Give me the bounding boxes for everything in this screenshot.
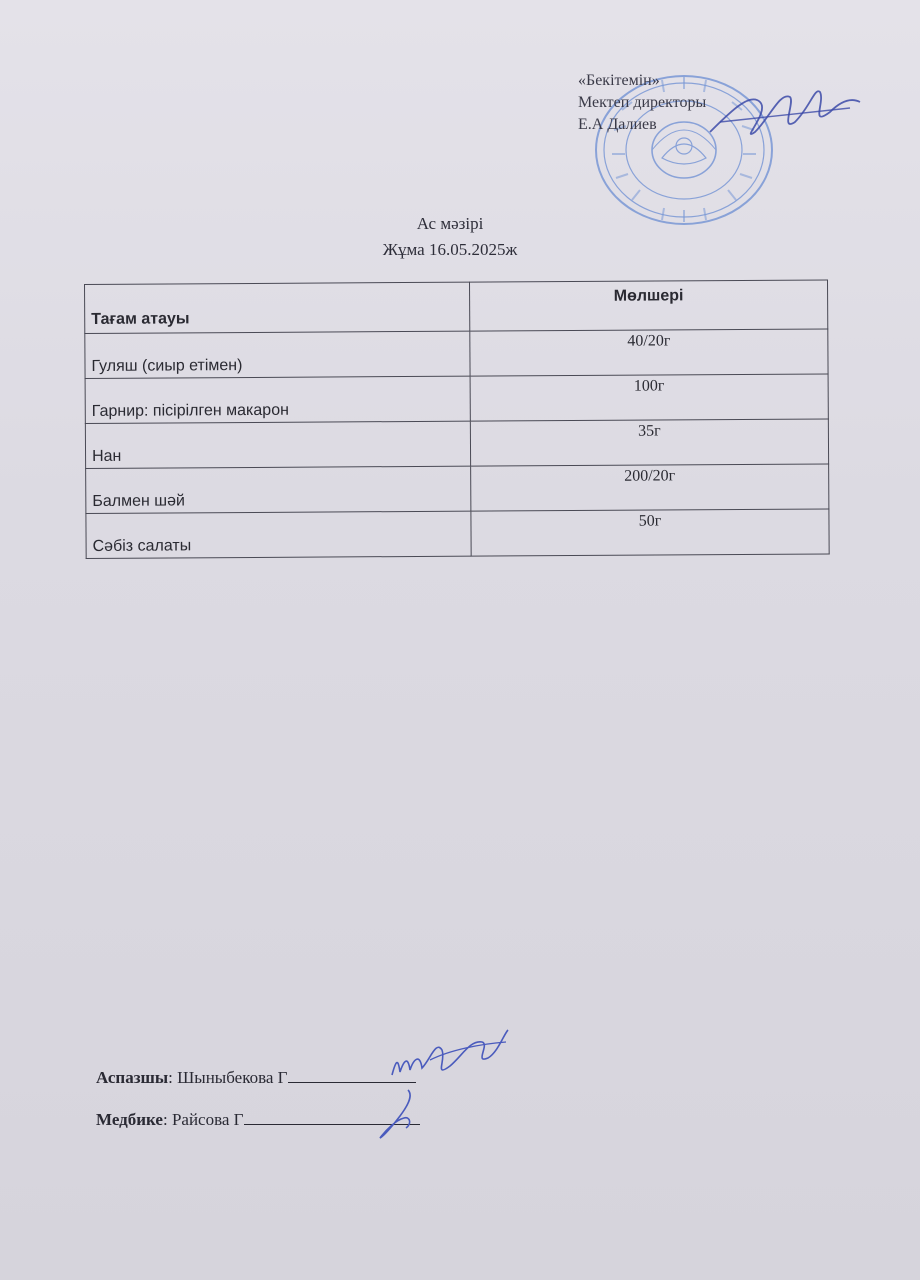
dish-quantity: 40/20г <box>470 329 828 376</box>
cook-name: : Шыныбекова Г <box>168 1068 288 1087</box>
dish-name: Гуляш (сиыр етімен) <box>85 331 470 378</box>
dish-name: Гарнир: пісірілген макарон <box>85 376 470 423</box>
nurse-role: Медбике <box>96 1110 163 1129</box>
table-row <box>85 374 828 424</box>
dish-name: Нан <box>85 421 470 468</box>
approval-name: Е.А Далиев <box>578 116 657 133</box>
nurse-signature-icon <box>370 1086 430 1142</box>
table-row <box>85 329 828 379</box>
approval-block <box>578 70 706 136</box>
header-quantity: Мөлшері <box>469 280 827 331</box>
dish-quantity: 200/20г <box>471 464 829 511</box>
table-row <box>85 419 828 469</box>
dish-quantity: 35г <box>470 419 828 466</box>
table-row <box>86 509 829 559</box>
approval-position: Мектеп директоры <box>578 94 707 111</box>
menu-table <box>84 279 830 559</box>
cook-signature-line <box>96 1066 416 1088</box>
cook-signature-icon <box>370 1020 520 1090</box>
nurse-name: : Райсова Г <box>162 1110 244 1129</box>
header-dish-name: Тағам атауы <box>85 282 470 333</box>
page-subtitle: Жұма 16.05.2025ж <box>382 240 518 259</box>
page-title: Ас мәзірі <box>416 214 484 233</box>
dish-name: Сәбіз салаты <box>86 511 471 558</box>
table-row <box>86 464 829 514</box>
director-signature-icon <box>700 72 870 152</box>
approval-title: «Бекітемін» <box>578 72 660 89</box>
cook-role: Аспазшы <box>96 1068 169 1087</box>
dish-quantity: 100г <box>470 374 828 421</box>
table-header-row <box>85 280 828 334</box>
dish-quantity: 50г <box>471 509 829 556</box>
dish-name: Балмен шәй <box>86 466 471 513</box>
